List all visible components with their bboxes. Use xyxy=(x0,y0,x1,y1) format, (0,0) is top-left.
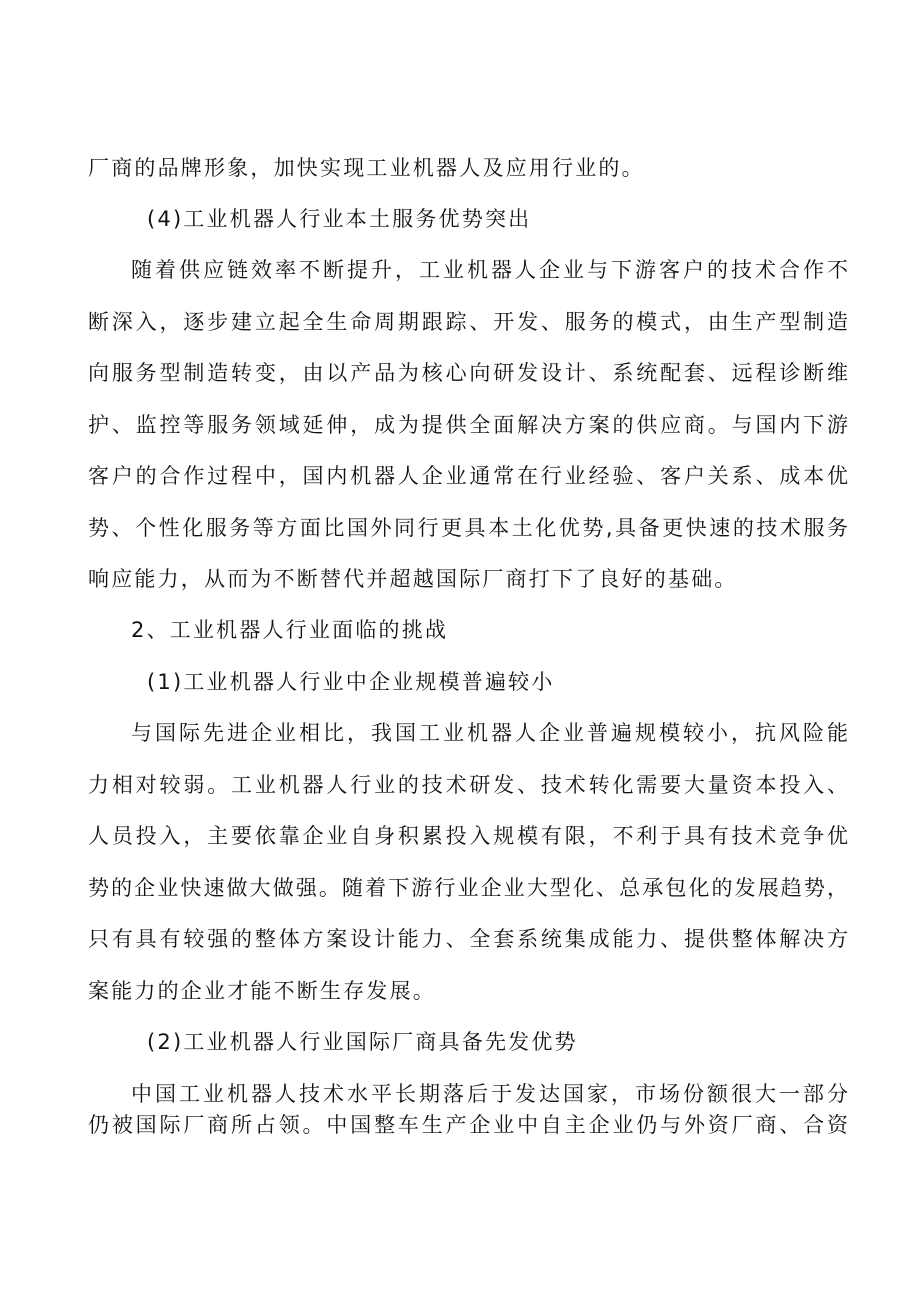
subsection-heading: (2)工业机器人行业国际厂商具备先发优势 xyxy=(147,1030,578,1054)
paragraph-line: 护、监控等服务领域延伸，成为提供全面解决方案的供应商。与国内下游 xyxy=(88,413,848,437)
paragraph-line: 只有具有较强的整体方案设计能力、全套系统集成能力、提供整体解决方 xyxy=(88,927,848,951)
paragraph-line: 力相对较弱。工业机器人行业的技术研发、技术转化需要大量资本投入、 xyxy=(88,773,848,797)
paragraph-line: 仍被国际厂商所占领。中国整车生产企业中自主企业仍与外资厂商、合资 xyxy=(88,1113,848,1137)
paragraph-line: 势的企业快速做大做强。随着下游行业企业大型化、总承包化的发展趋势， xyxy=(88,876,848,900)
section-heading: 2、工业机器人行业面临的挑战 xyxy=(131,618,449,642)
paragraph-line: 客户的合作过程中，国内机器人企业通常在行业经验、客户关系、成本优 xyxy=(88,464,848,488)
subsection-heading: (4)工业机器人行业本土服务优势突出 xyxy=(147,207,532,231)
paragraph-line: 人员投入，主要依靠企业自身积累投入规模有限，不利于具有技术竞争优 xyxy=(88,824,848,848)
paragraph-line: 案能力的企业才能不断生存发展。 xyxy=(88,979,436,1003)
paragraph-line: 断深入，逐步建立起全生命周期跟踪、开发、服务的模式，由生产型制造 xyxy=(88,310,848,334)
paragraph-line: 向服务型制造转变，由以产品为核心向研发设计、系统配套、远程诊断维 xyxy=(88,361,848,385)
paragraph-line: 中国工业机器人技术水平长期落后于发达国家，市场份额很大一部分 xyxy=(131,1082,848,1106)
paragraph-line: 随着供应链效率不断提升，工业机器人企业与下游客户的技术合作不 xyxy=(131,258,848,282)
paragraph-line: 势、个性化服务等方面比国外同行更具本土化优势,具备更快速的技术服务 xyxy=(88,516,848,540)
paragraph-line: 响应能力，从而为不断替代并超越国际厂商打下了良好的基础。 xyxy=(88,567,738,591)
paragraph-line: 与国际先进企业相比，我国工业机器人企业普遍规模较小，抗风险能 xyxy=(131,721,848,745)
subsection-heading: (1)工业机器人行业中企业规模普遍较小 xyxy=(147,670,555,694)
paragraph-line: 厂商的品牌形象，加快实现工业机器人及应用行业的。 xyxy=(88,156,645,180)
